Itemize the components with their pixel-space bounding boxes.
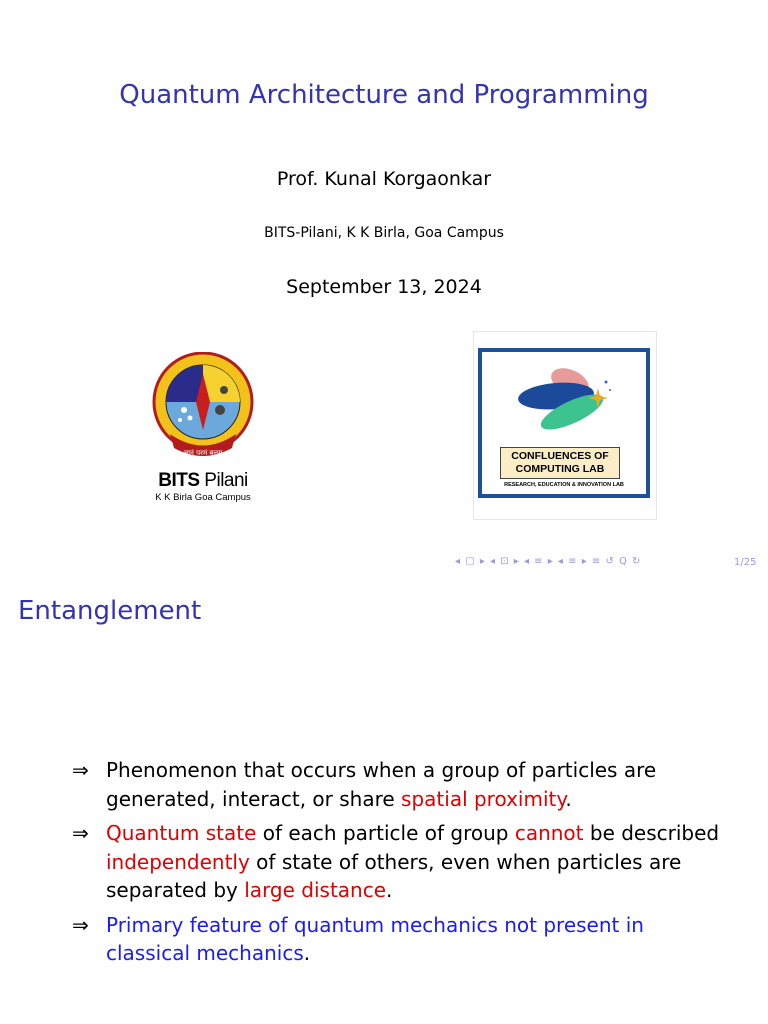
list-item: ⇒ Primary feature of quantum mechanics not present in classical mechanics. — [72, 912, 644, 965]
confluences-of-computing-lab-logo — [473, 331, 657, 520]
implies-arrow-icon: ⇒ — [72, 912, 89, 937]
institute-name: BITS-Pilani, K K Birla, Goa Campus — [264, 225, 504, 241]
beamer-navigation-symbols[interactable]: ◂ ▢ ▸ ◂ ⊡ ▸ ◂ ≡ ▸ ◂ ≡ ▸ ≡ ↺ Q ↻ — [455, 556, 642, 567]
bullet-list — [72, 756, 732, 974]
list-item: ⇒ Quantum state of each particle of group cannot be described independently of state of others, even when particles are separated by large distance. — [72, 821, 720, 902]
presentation-title: Quantum Architecture and Programming — [119, 80, 649, 110]
bits-pilani-logo — [140, 352, 266, 507]
page-number: 1/25 — [734, 557, 757, 568]
svg-text:ज्ञानं परमं बलम्: ज्ञानं परमं बलम् — [183, 449, 223, 457]
presentation-date: September 13, 2024 — [286, 276, 482, 298]
ccl-tagline: RESEARCH, EDUCATION & INNOVATION LAB — [504, 482, 624, 488]
petal-emblem-icon — [482, 352, 646, 442]
frame-title: Entanglement — [18, 596, 202, 626]
ccl-name-box: CONFLUENCES OF COMPUTING LAB — [500, 447, 620, 479]
bits-campus-label: K K Birla Goa Campus — [155, 492, 251, 503]
bits-pilani-wordmark: BITS Pilani — [158, 470, 248, 491]
implies-arrow-icon: ⇒ — [72, 758, 89, 782]
author-name: Prof. Kunal Korgaonkar — [276, 168, 492, 190]
bits-seal-icon — [140, 352, 266, 470]
implies-arrow-icon: ⇒ — [72, 821, 89, 845]
list-item: ⇒ Phenomenon that occurs when a group of particles are generated, interact, or share spatial proximity. — [72, 758, 657, 811]
entanglement-slide — [0, 576, 768, 1024]
